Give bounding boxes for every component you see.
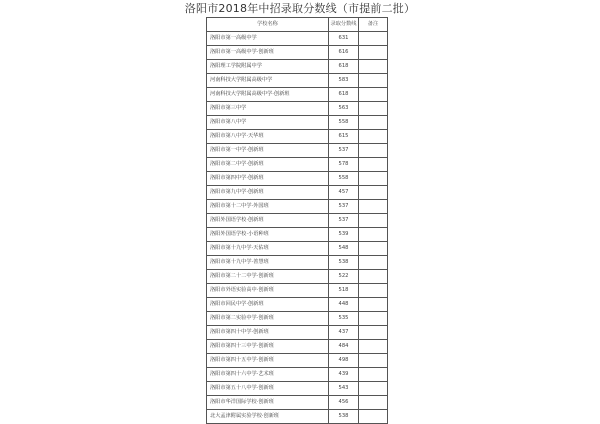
school-name-cell: 洛阳市外语实验高中·创新班 <box>207 284 329 298</box>
score-cell: 615 <box>329 130 359 144</box>
school-name-cell: 洛阳外国语学校·创新班 <box>207 214 329 228</box>
note-cell <box>359 144 388 158</box>
score-cell: 558 <box>329 116 359 130</box>
school-name-cell: 河南科技大学附属高级中学·创新班 <box>207 88 329 102</box>
score-cell: 518 <box>329 284 359 298</box>
school-name-cell: 洛阳市第十二中学·外国班 <box>207 200 329 214</box>
table-row <box>207 396 388 410</box>
note-cell <box>359 88 388 102</box>
table-row <box>207 298 388 312</box>
score-cell: 618 <box>329 88 359 102</box>
table-header-row <box>207 18 388 32</box>
school-name-cell: 洛阳市第四十中学·创新班 <box>207 326 329 340</box>
score-cell: 631 <box>329 32 359 46</box>
table-row <box>207 410 388 424</box>
score-cell: 618 <box>329 60 359 74</box>
school-name-cell: 洛阳市第八中学·天华班 <box>207 130 329 144</box>
school-name-cell: 洛阳市第一高级中学 <box>207 32 329 46</box>
score-cell: 498 <box>329 354 359 368</box>
table-row <box>207 270 388 284</box>
table-row <box>207 312 388 326</box>
score-cell: 616 <box>329 46 359 60</box>
column-header-score: 录取分数线 <box>329 18 359 32</box>
score-cell: 538 <box>329 256 359 270</box>
table-row <box>207 340 388 354</box>
table-row <box>207 144 388 158</box>
note-cell <box>359 326 388 340</box>
note-cell <box>359 256 388 270</box>
school-name-cell: 洛阳市第九中学·创新班 <box>207 186 329 200</box>
table-row <box>207 60 388 74</box>
note-cell <box>359 130 388 144</box>
table-row <box>207 256 388 270</box>
note-cell <box>359 60 388 74</box>
note-cell <box>359 32 388 46</box>
table-row <box>207 32 388 46</box>
school-name-cell: 洛阳市第十九中学·天佑班 <box>207 242 329 256</box>
table-row <box>207 368 388 382</box>
school-name-cell: 洛阳市第一中学·创新班 <box>207 144 329 158</box>
score-cell: 535 <box>329 312 359 326</box>
score-cell: 543 <box>329 382 359 396</box>
note-cell <box>359 382 388 396</box>
note-cell <box>359 200 388 214</box>
score-cell: 578 <box>329 158 359 172</box>
school-name-cell: 洛阳外国语学校·小语种班 <box>207 228 329 242</box>
school-name-cell: 洛阳市第二中学·创新班 <box>207 158 329 172</box>
note-cell <box>359 312 388 326</box>
score-cell: 484 <box>329 340 359 354</box>
school-name-cell: 洛阳理工学院附属中学 <box>207 60 329 74</box>
table-row <box>207 214 388 228</box>
table-row <box>207 284 388 298</box>
table-row <box>207 116 388 130</box>
column-header-note: 备注 <box>359 18 388 32</box>
score-cell: 537 <box>329 144 359 158</box>
note-cell <box>359 284 388 298</box>
school-name-cell: 洛阳市第四中学·创新班 <box>207 172 329 186</box>
admission-score-table <box>206 17 388 424</box>
score-cell: 448 <box>329 298 359 312</box>
table-row <box>207 228 388 242</box>
score-cell: 437 <box>329 326 359 340</box>
table-body <box>207 32 388 424</box>
document-title: 洛阳市2018年中招录取分数线（市提前二批） <box>184 2 416 15</box>
school-name-cell: 洛阳市第一高级中学·创新班 <box>207 46 329 60</box>
note-cell <box>359 410 388 424</box>
school-name-cell: 洛阳市回民中学·创新班 <box>207 298 329 312</box>
score-cell: 457 <box>329 186 359 200</box>
score-cell: 538 <box>329 410 359 424</box>
score-cell: 537 <box>329 200 359 214</box>
note-cell <box>359 396 388 410</box>
note-cell <box>359 158 388 172</box>
table-row <box>207 102 388 116</box>
table-header <box>207 18 388 32</box>
note-cell <box>359 270 388 284</box>
note-cell <box>359 228 388 242</box>
note-cell <box>359 102 388 116</box>
note-cell <box>359 214 388 228</box>
school-name-cell: 洛阳市第四十五中学·创新班 <box>207 354 329 368</box>
score-cell: 456 <box>329 396 359 410</box>
score-cell: 439 <box>329 368 359 382</box>
school-name-cell: 北大孟津附属实验学校·创新班 <box>207 410 329 424</box>
school-name-cell: 洛阳市第四十六中学·艺术班 <box>207 368 329 382</box>
note-cell <box>359 186 388 200</box>
table-row <box>207 74 388 88</box>
note-cell <box>359 340 388 354</box>
note-cell <box>359 116 388 130</box>
score-cell: 563 <box>329 102 359 116</box>
note-cell <box>359 368 388 382</box>
table-row <box>207 200 388 214</box>
school-name-cell: 河南科技大学附属高级中学 <box>207 74 329 88</box>
score-cell: 539 <box>329 228 359 242</box>
table-row <box>207 158 388 172</box>
table-row <box>207 172 388 186</box>
column-header-school: 学校名称 <box>207 18 329 32</box>
score-cell: 548 <box>329 242 359 256</box>
table-row <box>207 354 388 368</box>
note-cell <box>359 242 388 256</box>
table-row <box>207 46 388 60</box>
score-cell: 558 <box>329 172 359 186</box>
school-name-cell: 洛阳市第八中学 <box>207 116 329 130</box>
score-cell: 583 <box>329 74 359 88</box>
table-row <box>207 88 388 102</box>
table-row <box>207 242 388 256</box>
note-cell <box>359 298 388 312</box>
school-name-cell: 洛阳市第二实验中学·创新班 <box>207 312 329 326</box>
school-name-cell: 洛阳市第二十二中学·创新班 <box>207 270 329 284</box>
score-cell: 537 <box>329 214 359 228</box>
table-row <box>207 382 388 396</box>
table-row <box>207 326 388 340</box>
school-name-cell: 洛阳市第三中学 <box>207 102 329 116</box>
school-name-cell: 洛阳市第四十三中学·创新班 <box>207 340 329 354</box>
table-row <box>207 130 388 144</box>
note-cell <box>359 74 388 88</box>
school-name-cell: 洛阳市第十九中学·善慧班 <box>207 256 329 270</box>
score-cell: 522 <box>329 270 359 284</box>
note-cell <box>359 172 388 186</box>
table-row <box>207 186 388 200</box>
note-cell <box>359 46 388 60</box>
school-name-cell: 洛阳市华洋国际学校·创新班 <box>207 396 329 410</box>
note-cell <box>359 354 388 368</box>
school-name-cell: 洛阳市第五十八中学·创新班 <box>207 382 329 396</box>
